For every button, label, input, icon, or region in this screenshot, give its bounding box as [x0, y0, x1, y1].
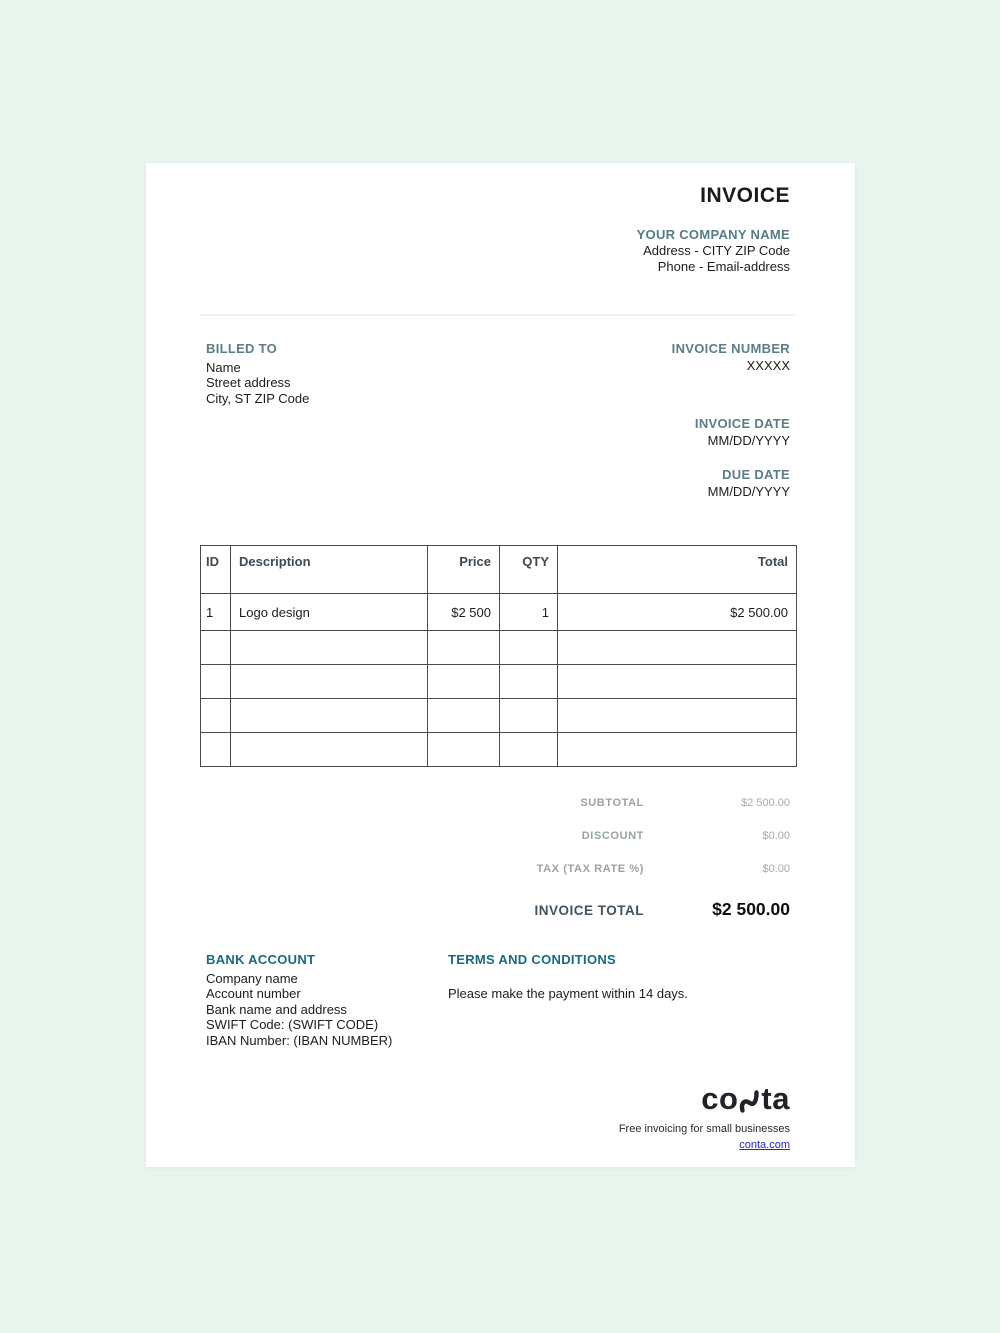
cell-qty	[500, 699, 558, 733]
table-header-row	[201, 546, 797, 594]
bank-iban-number: IBAN Number: (IBAN NUMBER)	[206, 1032, 393, 1048]
invoice-number-value: XXXXX	[746, 358, 790, 373]
conta-link[interactable]: conta.com	[739, 1139, 790, 1151]
cell-price	[428, 699, 500, 733]
cell-description	[231, 699, 428, 733]
conta-logo-squiggle-icon	[739, 1088, 760, 1113]
due-date-section	[708, 466, 790, 500]
company-name: YOUR COMPANY NAME	[636, 227, 790, 242]
invoice-total-label: INVOICE TOTAL	[534, 903, 644, 918]
cell-price	[428, 733, 500, 767]
cell-price: $2 500	[428, 594, 500, 631]
cell-id: 1	[201, 594, 231, 631]
cell-description: Logo design	[231, 594, 428, 631]
invoice-date-value: MM/DD/YYYY	[707, 433, 790, 448]
table-row	[201, 699, 797, 733]
cell-qty	[500, 665, 558, 699]
terms-text: Please make the payment within 14 days.	[448, 986, 688, 1001]
header-price: Price	[428, 546, 500, 594]
table-row	[201, 631, 797, 665]
page-title: INVOICE	[700, 184, 790, 207]
invoice-number-section	[672, 340, 790, 374]
bank-account-number: Account number	[206, 986, 301, 1001]
invoice-date-label: INVOICE DATE	[694, 416, 790, 431]
logo-text-co: co	[701, 1081, 739, 1116]
cell-id	[201, 665, 231, 699]
table-row	[201, 665, 797, 699]
terms-label: TERMS AND CONDITIONS	[448, 952, 617, 967]
bank-name-address: Bank name and address	[206, 1001, 347, 1017]
logo-text-ta: ta	[761, 1081, 790, 1116]
footer-tagline: Free invoicing for small businesses	[618, 1123, 790, 1135]
company-contact: Phone - Email-address	[657, 259, 790, 274]
cell-total	[558, 665, 797, 699]
due-date-label: DUE DATE	[722, 467, 790, 482]
cell-price	[428, 665, 500, 699]
company-address: Address - CITY ZIP Code	[643, 243, 790, 258]
billed-to-street: Street address	[206, 375, 291, 390]
invoice-number-label: INVOICE NUMBER	[671, 341, 790, 356]
cell-total	[558, 631, 797, 665]
line-items-table	[200, 545, 797, 767]
bank-account-label: BANK ACCOUNT	[206, 952, 316, 967]
discount-label: DISCOUNT	[581, 830, 644, 842]
tax-value: $0.00	[762, 863, 790, 875]
company-info	[637, 227, 790, 275]
bank-account-section	[206, 952, 392, 1048]
cell-price	[428, 631, 500, 665]
discount-value: $0.00	[762, 830, 790, 842]
tax-row	[330, 863, 790, 875]
invoice-total-row	[330, 899, 790, 920]
cell-total: $2 500.00	[558, 594, 797, 631]
cell-qty	[500, 631, 558, 665]
cell-id	[201, 699, 231, 733]
cell-description	[231, 665, 428, 699]
conta-logo	[619, 1083, 790, 1114]
bank-company-name: Company name	[206, 970, 298, 986]
footer	[619, 1083, 790, 1153]
cell-total	[558, 733, 797, 767]
cell-description	[231, 733, 428, 767]
due-date-value: MM/DD/YYYY	[707, 484, 790, 499]
billed-to-name: Name	[206, 359, 241, 375]
subtotal-value: $2 500.00	[741, 797, 790, 809]
header-divider	[200, 314, 796, 316]
tax-label: TAX (TAX RATE %)	[536, 863, 644, 875]
subtotal-row	[330, 797, 790, 809]
table-row	[201, 594, 797, 631]
cell-qty: 1	[500, 594, 558, 631]
discount-row	[330, 830, 790, 842]
invoice-page	[146, 163, 855, 1167]
totals-section	[330, 797, 790, 920]
cell-id	[201, 631, 231, 665]
bank-swift-code: SWIFT Code: (SWIFT CODE)	[206, 1017, 379, 1032]
billed-to-section	[206, 341, 309, 406]
header-description: Description	[231, 546, 428, 594]
cell-qty	[500, 733, 558, 767]
invoice-total-value: $2 500.00	[712, 899, 790, 919]
header-total: Total	[558, 546, 797, 594]
billed-to-label: BILLED TO	[206, 341, 278, 356]
table-row	[201, 733, 797, 767]
cell-id	[201, 733, 231, 767]
terms-section	[448, 952, 688, 1001]
billed-to-city: City, ST ZIP Code	[206, 390, 310, 406]
invoice-date-section	[695, 415, 790, 449]
header-qty: QTY	[500, 546, 558, 594]
cell-description	[231, 631, 428, 665]
subtotal-label: SUBTOTAL	[580, 797, 644, 809]
cell-total	[558, 699, 797, 733]
header-id: ID	[201, 546, 231, 594]
